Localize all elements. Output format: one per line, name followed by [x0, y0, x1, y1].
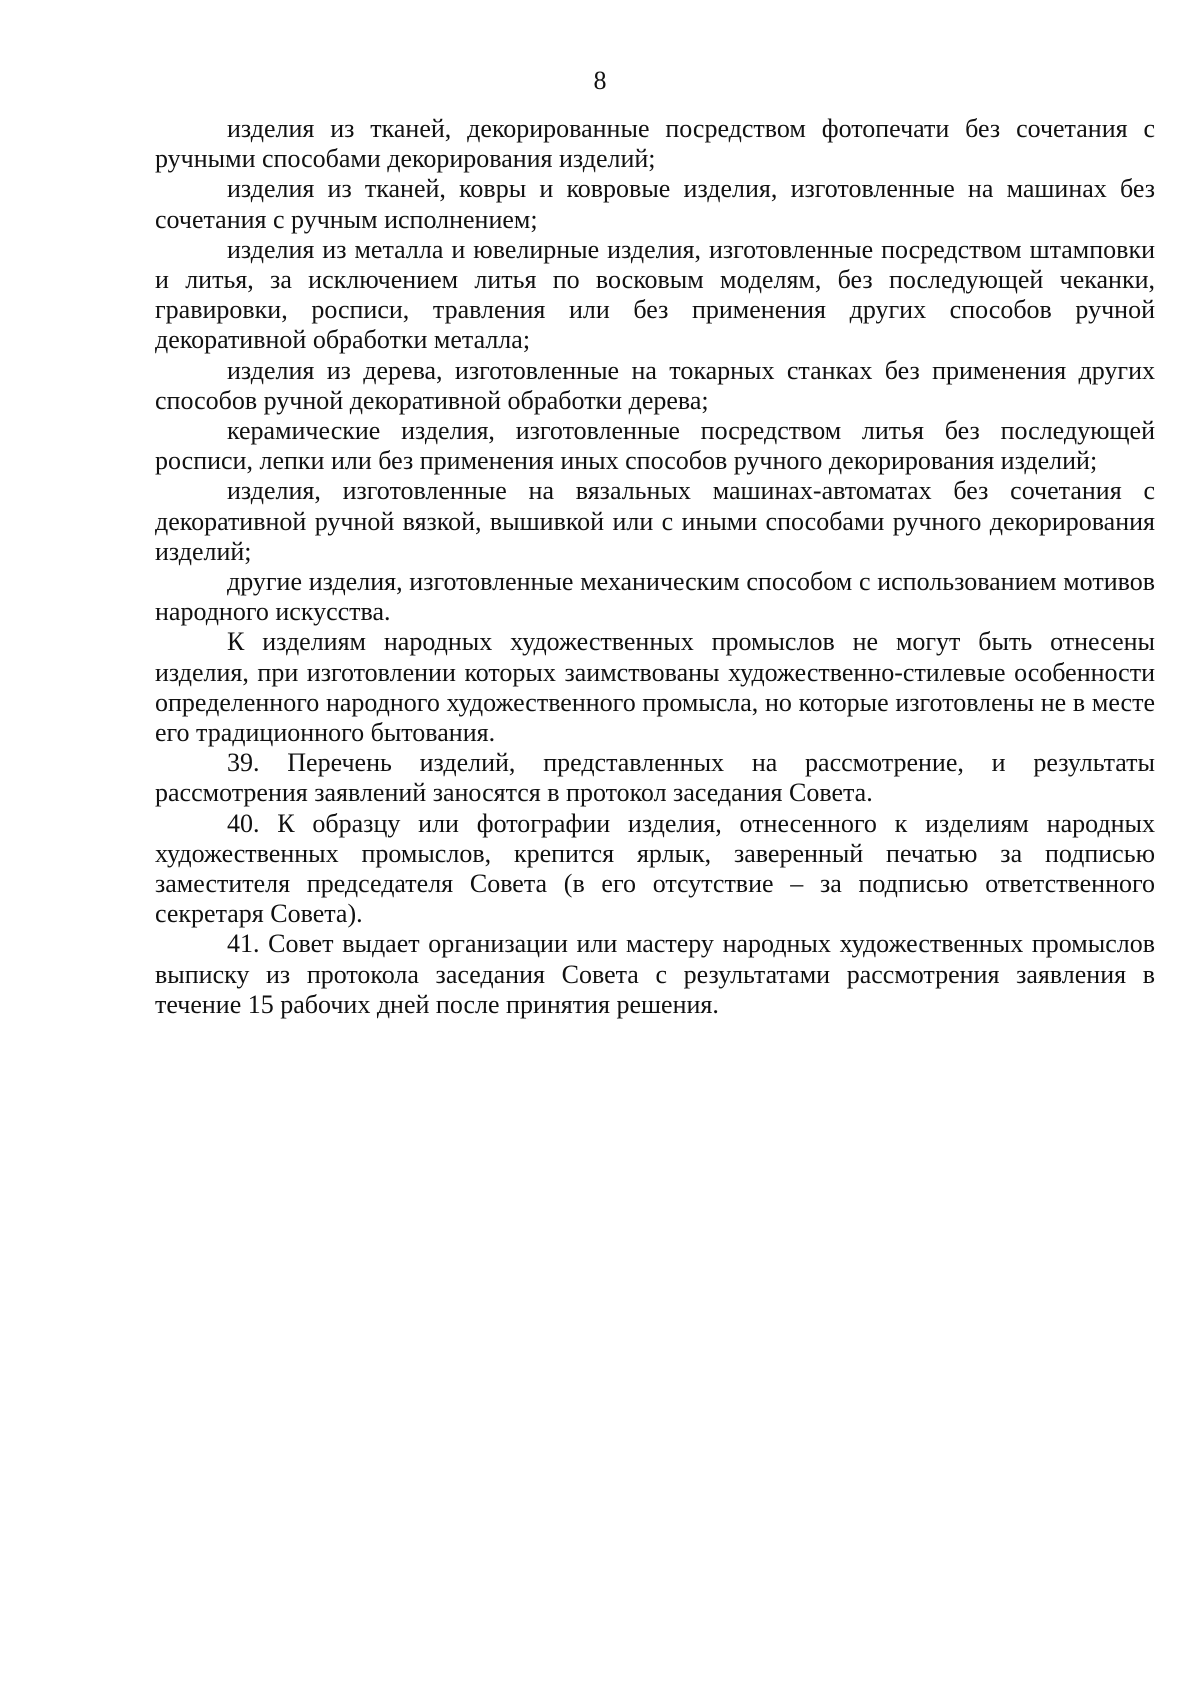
- paragraph-fabric-photoprint: изделия из тканей, декорированные посредством фотопечати без сочетания с ручными способами декорирования изделий;: [155, 114, 1155, 174]
- paragraph-not-attributable: К изделиям народных художественных промыслов не могут быть отнесены изделия, при изготовлении которых заимствованы художественно-стилевые особенности определенного народного художественного промысла, но которые изготовлены не в месте его традиционного бытования.: [155, 627, 1155, 748]
- paragraph-item-39: 39. Перечень изделий, представленных на рассмотрение, и результаты рассмотрения заявлений заносятся в протокол заседания Совета.: [155, 748, 1155, 808]
- document-body: [155, 114, 1155, 1020]
- paragraph-fabric-carpets: изделия из тканей, ковры и ковровые изделия, изготовленные на машинах без сочетания с ручным исполнением;: [155, 174, 1155, 234]
- paragraph-wood-lathe: изделия из дерева, изготовленные на токарных станках без применения других способов ручной декоративной обработки дерева;: [155, 355, 1155, 415]
- paragraph-item-41: 41. Совет выдает организации или мастеру народных художественных промыслов выписку из протокола заседания Совета с результатами рассмотрения заявления в течение 15 рабочих дней после принятия решения.: [155, 929, 1155, 1019]
- paragraph-metal-jewelry: изделия из металла и ювелирные изделия, изготовленные посредством штамповки и литья, за исключением литья по восковым моделям, без последующей чеканки, гравировки, росписи, травления или без применения других способов ручной декоративной обработки металла;: [155, 234, 1155, 355]
- paragraph-item-40: 40. К образцу или фотографии изделия, отнесенного к изделиям народных художественных промыслов, крепится ярлык, заверенный печатью за подписью заместителя председателя Совета (в его отсутствие – за подписью ответственного секретаря Совета).: [155, 808, 1155, 929]
- paragraph-other-mechanical: другие изделия, изготовленные механическим способом с использованием мотивов народного искусства.: [155, 567, 1155, 627]
- paragraph-knitting-machines: изделия, изготовленные на вязальных машинах-автоматах без сочетания с декоративной ручной вязкой, вышивкой или с иными способами ручного декорирования изделий;: [155, 476, 1155, 566]
- page-number: 8: [593, 66, 607, 95]
- paragraph-ceramics: керамические изделия, изготовленные посредством литья без последующей росписи, лепки или без применения иных способов ручного декорирования изделий;: [155, 416, 1155, 476]
